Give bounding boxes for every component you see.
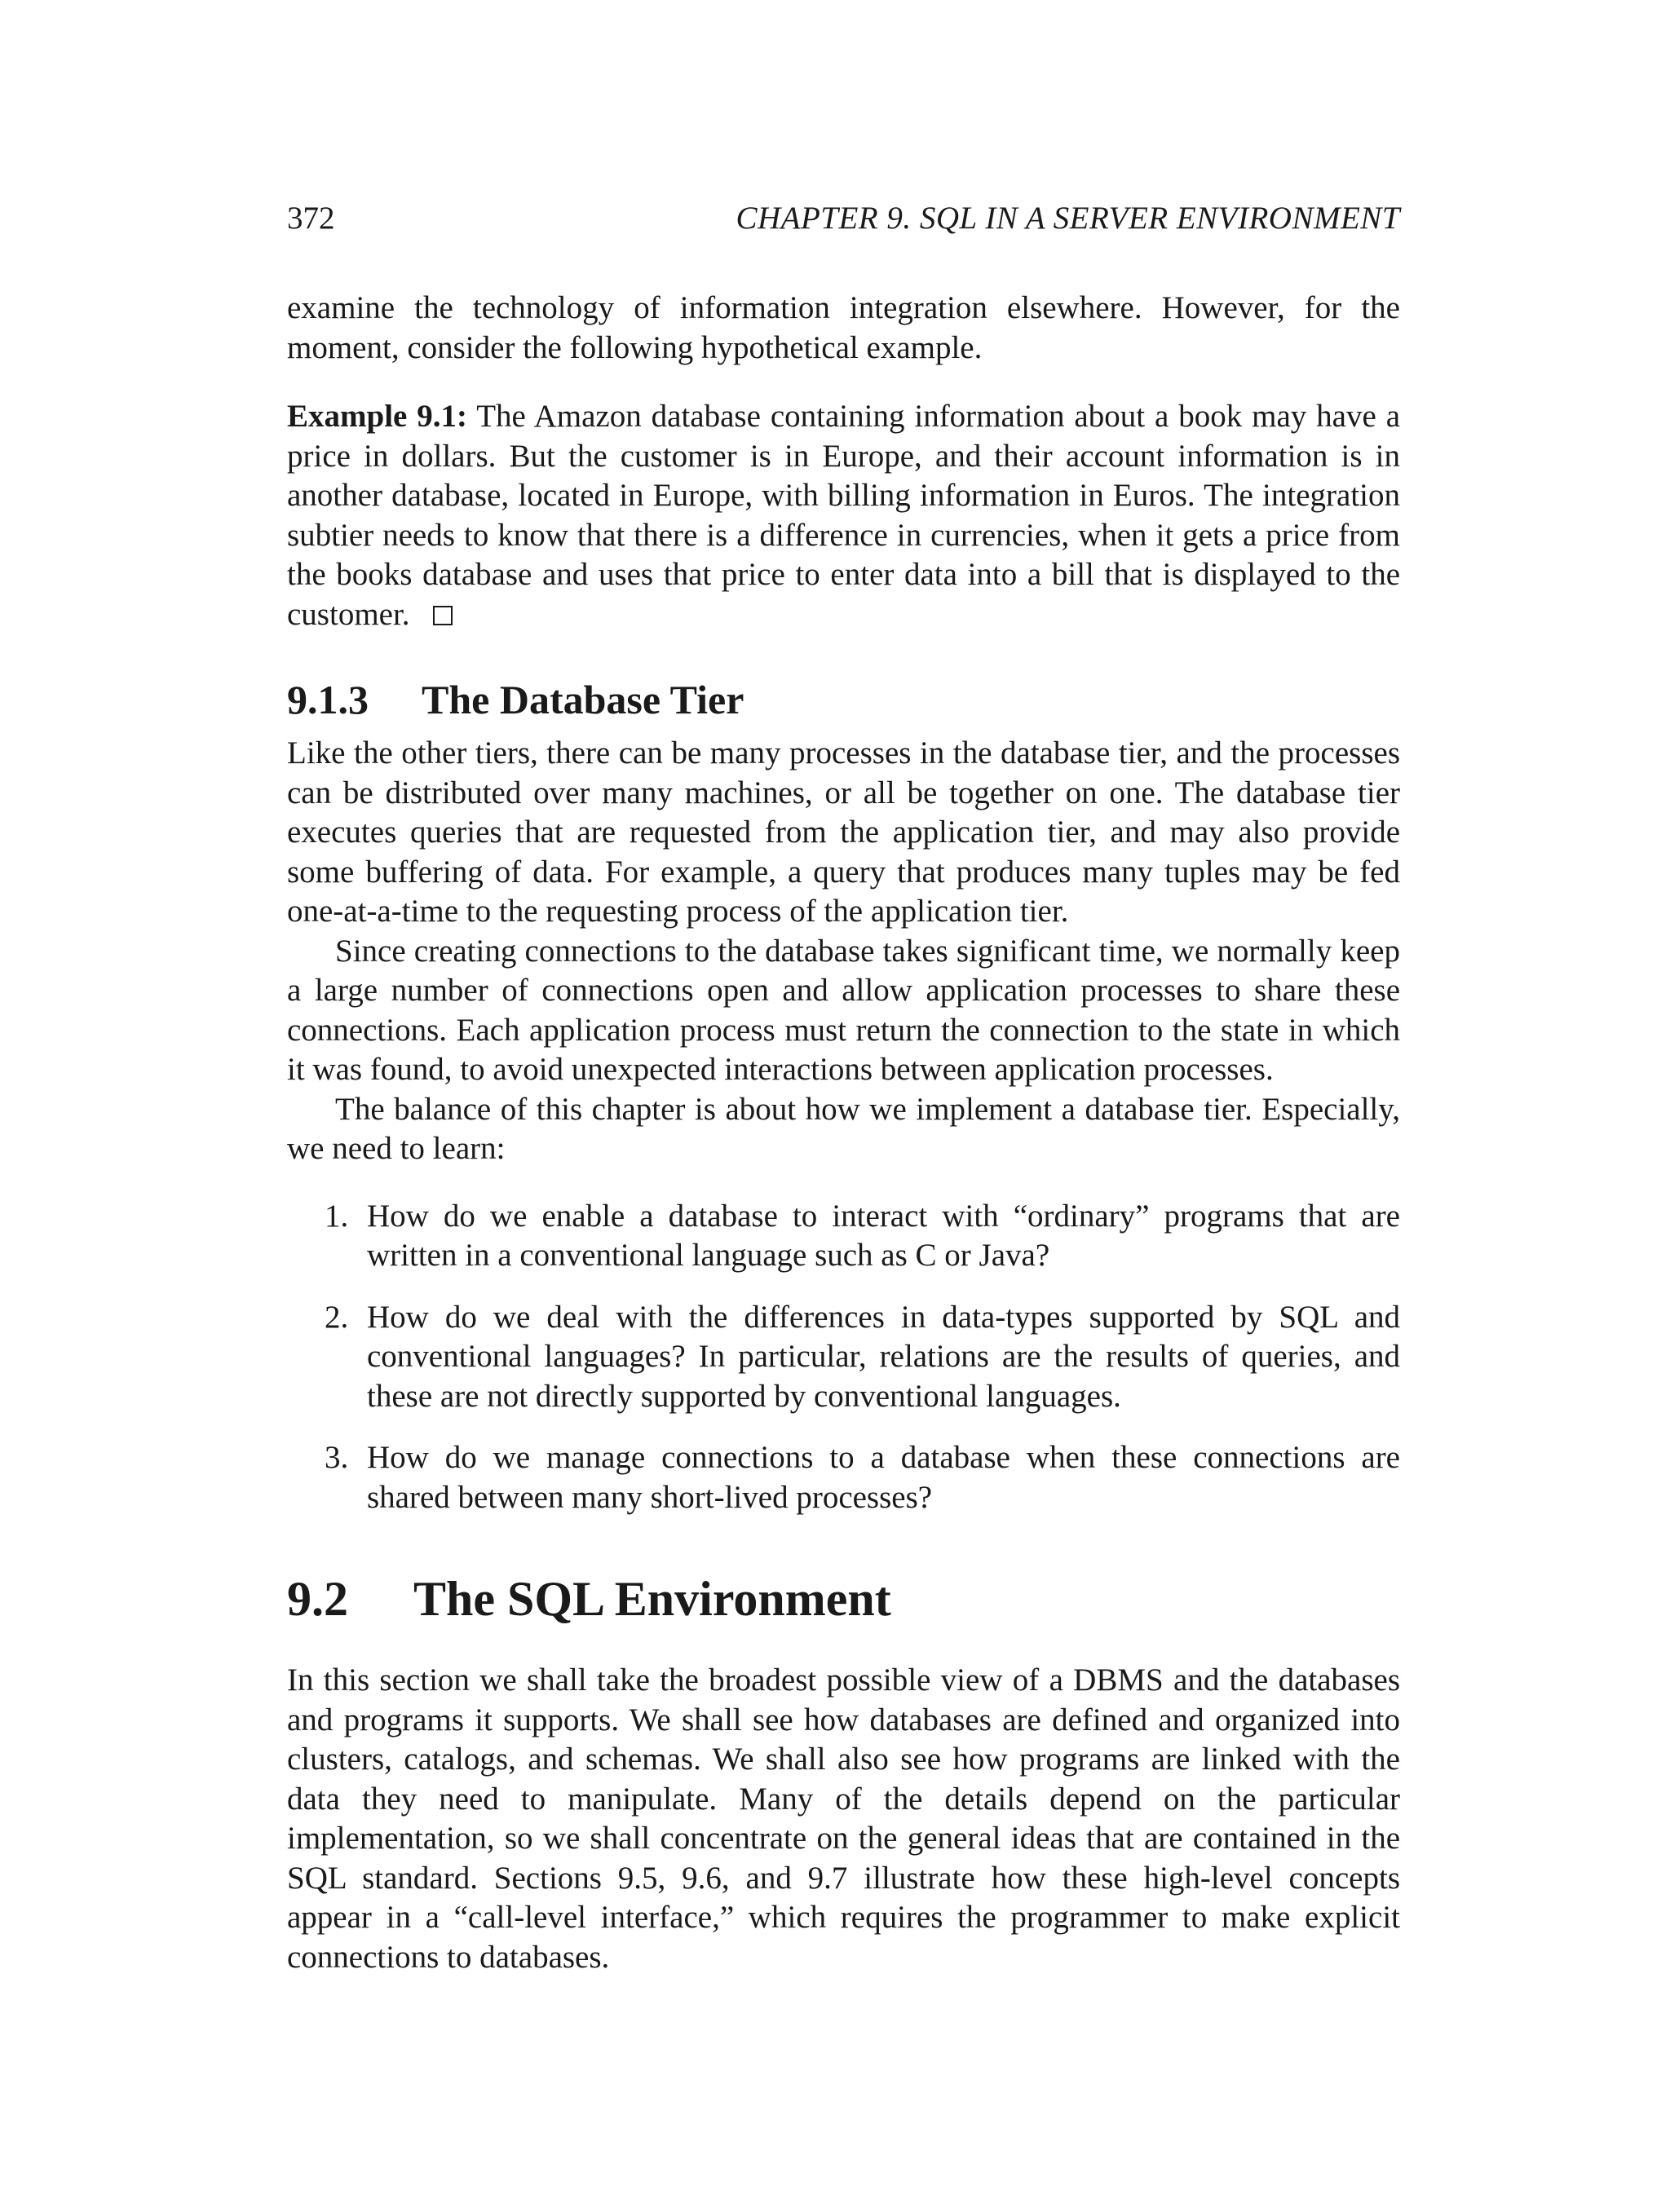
list-item-number: 1. bbox=[325, 1198, 349, 1234]
list-item bbox=[287, 1197, 1400, 1276]
example-text: The Amazon database containing information about a book may have a price in dollars. But the customer is in Europe, and their account information is in another database, located in Europe, with billing information in Euros. The integration subtier needs to know that there is a difference in currencies, when it gets a price from the books database and uses that price to enter data into a bill that is displayed to the customer. bbox=[287, 399, 1401, 632]
section-paragraph: In this section we shall take the broadest possible view of a DBMS and the databases and programs it supports. We shall see how databases are defined and organized into clusters, catalogs, and schemas. We shall also see how programs are linked with the data they need to manipulate. Many of the details depend on the particular implementation, so we shall concentrate on the general ideas that are contained in the SQL standard. Sections 9.5, 9.6, and 9.7 illustrate how these high-level concepts appear in a “call-level interface,” which requires the programmer to make explicit connections to databases. bbox=[287, 1662, 1400, 1975]
question-list bbox=[287, 1197, 1400, 1518]
running-header bbox=[287, 200, 1400, 245]
subsection-title: The Database Tier bbox=[422, 677, 744, 722]
subsection-number: 9.1.3 bbox=[287, 677, 369, 722]
section-heading bbox=[287, 1570, 1400, 1628]
subsection-paragraph: Since creating connections to the database takes significant time, we normally keep a large number of connections open and allow application processes to share these connections. Each application process must return the connection to the state in which it was found, to avoid unexpected interactions between application processes. bbox=[287, 933, 1400, 1087]
intro-paragraph: examine the technology of information integration elsewhere. However, for the moment, consider the following hypothetical example. bbox=[287, 290, 1400, 365]
list-item bbox=[287, 1438, 1400, 1517]
book-page bbox=[287, 200, 1400, 1977]
subsection-paragraph: Like the other tiers, there can be many processes in the database tier, and the processes can be distributed over many machines, or all be together on one. The database tier executes queries that are requested from the application tier, and may also provide some buffering of data. For example, a query that produces many tuples may be fed one-at-a-time to the requesting process of the application tier. bbox=[287, 735, 1400, 929]
end-of-example-box-icon bbox=[433, 606, 453, 625]
list-item-text: How do we manage connections to a database when these connections are shared between many short-lived processes? bbox=[367, 1440, 1400, 1515]
subsection-heading bbox=[287, 675, 1400, 724]
section-number: 9.2 bbox=[287, 1572, 348, 1626]
list-item-number: 2. bbox=[325, 1299, 349, 1335]
list-item bbox=[287, 1298, 1400, 1417]
chapter-title: CHAPTER 9. SQL IN A SERVER ENVIRONMENT bbox=[736, 201, 1400, 236]
page-number: 372 bbox=[287, 201, 335, 236]
section-title: The SQL Environment bbox=[413, 1572, 891, 1626]
subsection-paragraph: The balance of this chapter is about how we implement a database tier. Especially, we need to learn: bbox=[287, 1091, 1400, 1166]
list-item-number: 3. bbox=[325, 1440, 349, 1475]
list-item-text: How do we deal with the differences in data-types supported by SQL and conventional languages? In particular, relations are the results of queries, and these are not directly supported by conventional languages. bbox=[367, 1299, 1400, 1414]
page-body bbox=[287, 289, 1400, 1977]
example-label: Example 9.1: bbox=[287, 399, 467, 434]
example-paragraph bbox=[287, 397, 1400, 634]
list-item-text: How do we enable a database to interact with “ordinary” programs that are written in a conventional language such as C or Java? bbox=[367, 1198, 1400, 1273]
